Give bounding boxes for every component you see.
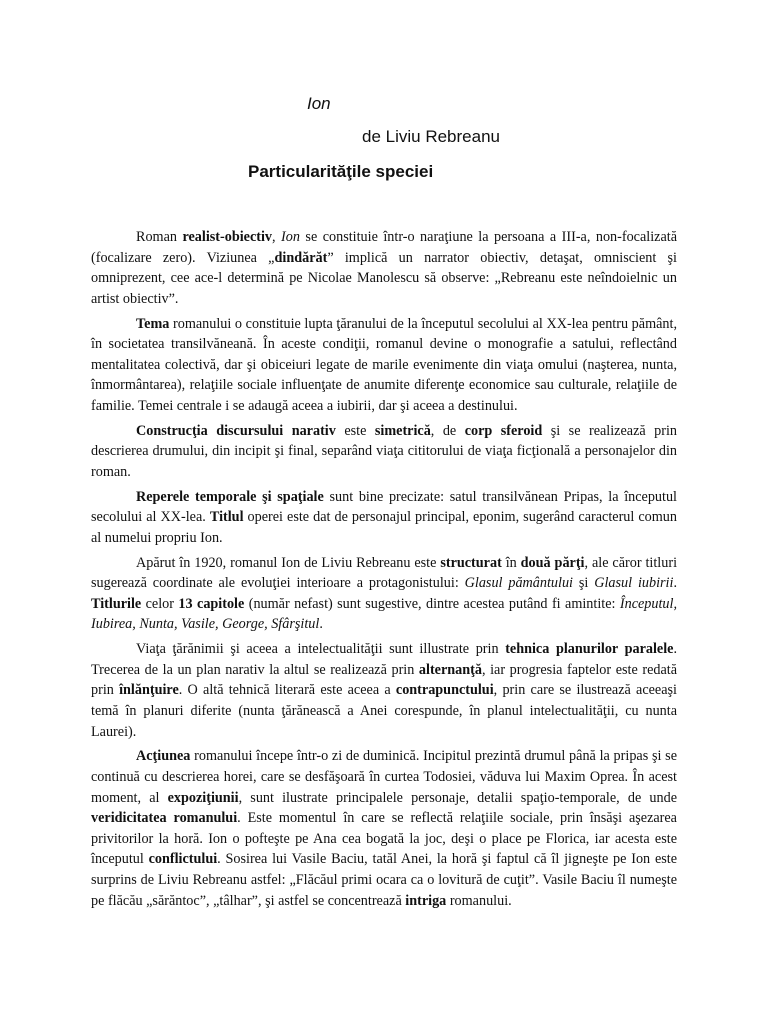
- paragraph: [91, 487, 677, 549]
- document-author-line: de Liviu Rebreanu: [362, 127, 500, 146]
- italic-text-run: Glasul pământului: [464, 575, 573, 592]
- bold-text-run: intriga: [405, 892, 447, 909]
- paragraph: [91, 314, 677, 417]
- text-run: se constituie într-o naraţiune la persoana a III-a, non-focalizată (focalizare zero). Viziunea „: [91, 229, 677, 266]
- text-run: , iar progresia faptelor este redată prin: [91, 661, 677, 699]
- text-run: Roman: [136, 229, 183, 245]
- text-run: , ale căror titluri sugerează coordinate ale evoluţiei interioare a protagonistului:: [91, 554, 678, 592]
- document-body: [91, 227, 677, 911]
- bold-text-run: 13 capitole: [178, 595, 245, 612]
- bold-text-run: corp sferoid: [464, 422, 543, 439]
- text-run: celor: [141, 595, 179, 612]
- italic-text-run: Glasul iubirii: [594, 575, 674, 592]
- text-run: romanului începe într-o zi de duminică. Incipitul prezintă drumul până la pripas şi se continuă cu descrierea horei, care se desfăşoară în curtea Todosiei, văduva lui Maxim Oprea. În acest moment, al: [91, 748, 677, 806]
- italic-text-run: Începutul, Iubirea, Nunta, Vasile, George, Sfârşitul: [91, 595, 678, 633]
- bold-text-run: Titlul: [209, 509, 244, 526]
- bold-text-run: structurat: [440, 554, 502, 571]
- text-run: operei este dat de personajul principal, eponim, sugerând caracterul comun al numelui propriu Ion.: [91, 509, 677, 546]
- text-run: romanului o constituie lupta ţăranului de la începutul secolului al XX-lea pentru pământ, în societatea transilvăneană. În aceste condiţii, romanul devine o monografie a satului, reflectând mentalitatea colectivă, dar şi obiceiuri legate de marile evenimente din viaţa omului (naşterea, nunta, înmormântarea), relaţiile sociale influenţate de anumite diferenţe economice sau culturale, relaţiile de familie. Temei centrale i se adaugă aceea a iubirii, dar şi aceea a destinului.: [91, 315, 677, 414]
- bold-text-run: dindărăt: [274, 249, 328, 266]
- bold-text-run: înlănţuire: [119, 682, 179, 699]
- text-run: . Sosirea lui Vasile Baciu, tatăl Anei, la horă şi faptul că îl jigneşte pe Ion este surprins de Liviu Rebreanu astfel: „Flăcăul primi ocara ca o lovitură de cuţit”. Vasile Baciu îl numeşte pe flăcău „sărăntoc”, „tâlhar”, şi astfel se concentrează: [91, 851, 677, 909]
- text-run: , de: [430, 422, 465, 439]
- bold-text-run: contrapunctului: [395, 682, 494, 699]
- bold-text-run: tehnica planurilor paralele: [505, 641, 674, 658]
- text-run: Viaţa ţărănimii şi aceea a intelectualităţii sunt illustrate prin: [136, 641, 506, 658]
- text-run: romanului.: [446, 892, 512, 909]
- text-run: . Trecerea de la un plan narativ la altul se realizează prin: [91, 641, 677, 678]
- text-run: în: [501, 554, 521, 571]
- bold-text-run: Titlurile: [91, 595, 142, 612]
- text-run: . Este momentul în care se reflectă relaţiile sociale, prin însăşi aşezarea privitorilor la horă. Ion o pofteşte pe Ana cea bogată la joc, deşi o place pe Florica, iar acesta este începutul: [91, 810, 677, 868]
- text-run: , prin care se ilustrează aceeaşi temă în planuri diferite (nunta ţărănească a Anei corespunde, în planul intelectualităţii, cu nunta Laurei).: [91, 682, 677, 740]
- bold-text-run: Construcţia discursului narativ: [136, 422, 336, 439]
- paragraph: [91, 227, 677, 309]
- text-run: (număr nefast) sunt sugestive, dintre acestea putând fi amintite:: [244, 595, 620, 612]
- bold-text-run: veridicitatea romanului: [91, 810, 238, 827]
- text-run: , sunt ilustrate principalele personaje, detalii spaţio-temporale, de unde: [238, 789, 677, 806]
- text-run: .: [673, 575, 677, 592]
- text-run: sunt bine precizate: satul transilvănean Pripas, la începutul secolului al XX-lea.: [91, 488, 677, 526]
- bold-text-run: Tema: [136, 315, 170, 332]
- text-run: şi se realizează prin descrierea drumului, din incipit şi final, separând viaţa cititorului de viaţa ficţională a personajelor din roman.: [91, 422, 677, 480]
- text-run: . O altă tehnică literară este aceea a: [178, 682, 396, 699]
- text-run: şi: [573, 575, 595, 592]
- italic-text-run: Ion: [281, 229, 300, 245]
- paragraph: [91, 746, 677, 911]
- bold-text-run: simetrică: [374, 422, 431, 439]
- bold-text-run: expoziţiunii: [167, 789, 239, 806]
- text-run: .: [319, 616, 323, 633]
- bold-text-run: Reperele temporale şi spaţiale: [136, 488, 324, 505]
- paragraph: [91, 421, 677, 483]
- text-run: Apărut în 1920, romanul Ion de Liviu Rebreanu este: [136, 554, 441, 571]
- paragraph: [91, 553, 677, 635]
- bold-text-run: realist-obiectiv: [182, 229, 273, 245]
- paragraph: [91, 639, 677, 742]
- text-run: ,: [272, 229, 282, 245]
- document-title: Ion: [307, 94, 331, 113]
- bold-text-run: conflictului: [148, 851, 218, 868]
- text-run: ” implică un narrator obiectiv, detaşat, omniscient şi omniprezent, cee ace-l determină pe Nicolae Manolescu să observe: „Rebreanu este neîndoielnic un artist obiectiv”.: [91, 249, 677, 307]
- bold-text-run: alternanţă: [418, 661, 482, 678]
- bold-text-run: Acţiunea: [136, 748, 191, 765]
- bold-text-run: două părţi: [520, 554, 585, 571]
- document-subtitle: Particularităţile speciei: [248, 162, 434, 181]
- text-run: este: [335, 422, 375, 439]
